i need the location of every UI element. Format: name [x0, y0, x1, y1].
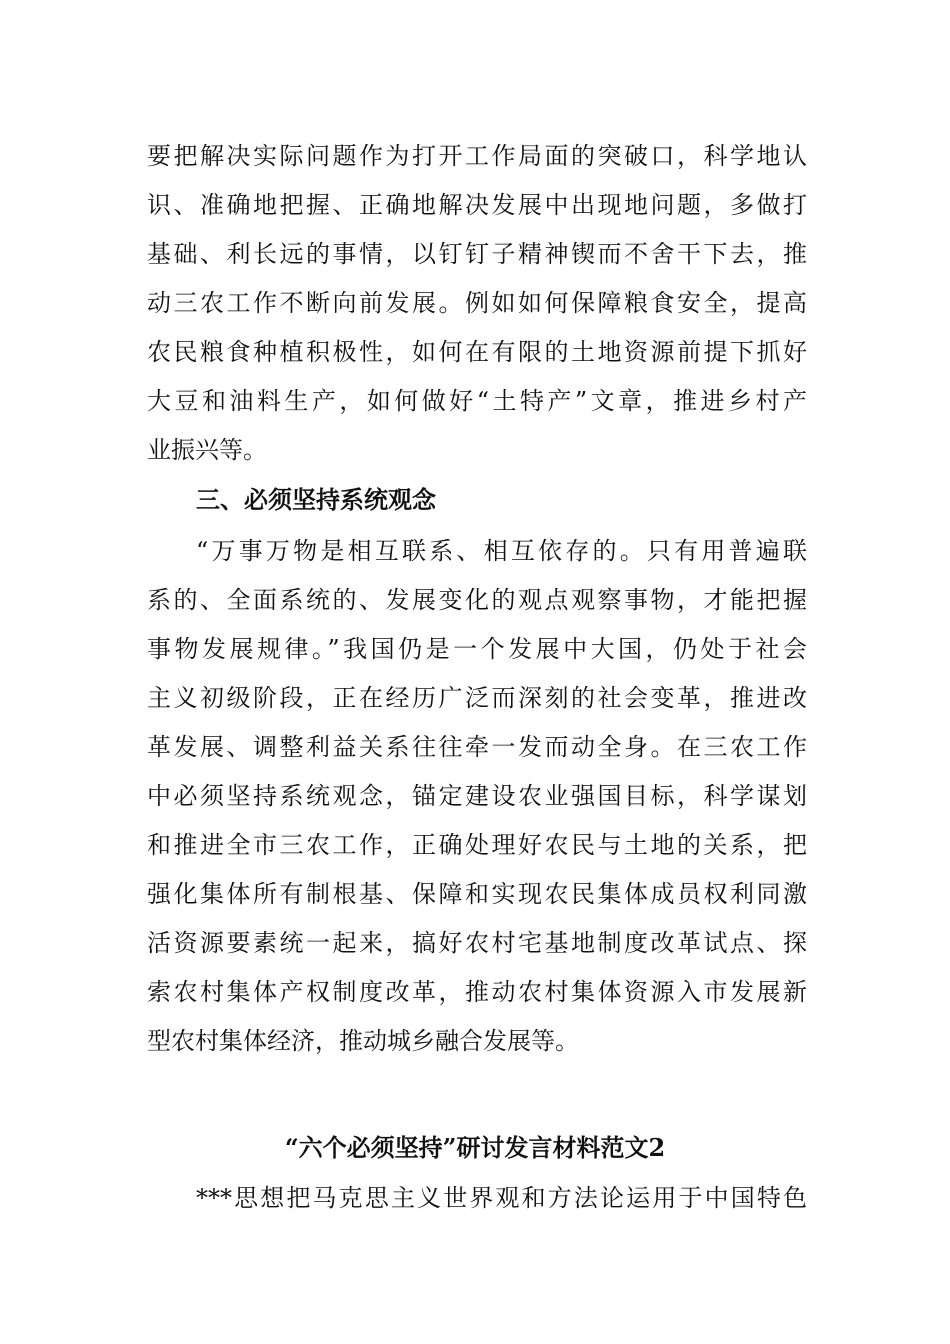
paragraph-line: 和推进全市三农工作，正确处理好农民与土地的关系，把 [147, 831, 807, 859]
paragraph-line: 革发展、调整利益关系往往牵一发而动全身。在三农工作 [147, 733, 807, 761]
paragraph-line: 索农村集体产权制度改革，推动农村集体资源入市发展新 [147, 978, 807, 1006]
paragraph-line: 大豆和油料生产，如何做好“土特产”文章，推进乡村产 [147, 387, 807, 415]
section-heading: 三、必须坚持系统观念 [196, 486, 436, 514]
paragraph-line: “万事万物是相互联系、相互依存的。只有用普遍联 [196, 537, 807, 565]
paragraph-line: 活资源要素统一起来，搞好农村宅基地制度改革试点、探 [147, 929, 807, 957]
paragraph-line: 系的、全面系统的、发展变化的观点观察事物，才能把握 [147, 586, 807, 614]
paragraph-line: 事物发展规律。”我国仍是一个发展中大国，仍处于社会 [147, 635, 807, 663]
paragraph-line: 基础、利长远的事情，以钉钉子精神锲而不舍干下去，推 [147, 240, 807, 268]
paragraph-line: 强化集体所有制根基、保障和实现农民集体成员权利同激 [147, 880, 807, 908]
paragraph-line: 型农村集体经济，推动城乡融合发展等。 [147, 1027, 579, 1055]
article-title: “六个必须坚持”研讨发言材料范文2 [284, 1133, 666, 1162]
paragraph-line: 主义初级阶段，正在经历广泛而深刻的社会变革，推进改 [147, 684, 807, 712]
paragraph-line: 识、准确地把握、正确地解决发展中出现地问题，多做打 [147, 191, 807, 219]
paragraph-line: 业振兴等。 [147, 436, 267, 464]
paragraph-line: ***思想把马克思主义世界观和方法论运用于中国特色 [196, 1184, 807, 1212]
paragraph-line: 动三农工作不断向前发展。例如如何保障粮食安全，提高 [147, 289, 807, 317]
paragraph-line: 农民粮食种植积极性，如何在有限的土地资源前提下抓好 [147, 338, 807, 366]
paragraph-line: 要把解决实际问题作为打开工作局面的突破口，科学地认 [147, 142, 807, 170]
paragraph-line: 中必须坚持系统观念，锚定建设农业强国目标，科学谋划 [147, 782, 807, 810]
